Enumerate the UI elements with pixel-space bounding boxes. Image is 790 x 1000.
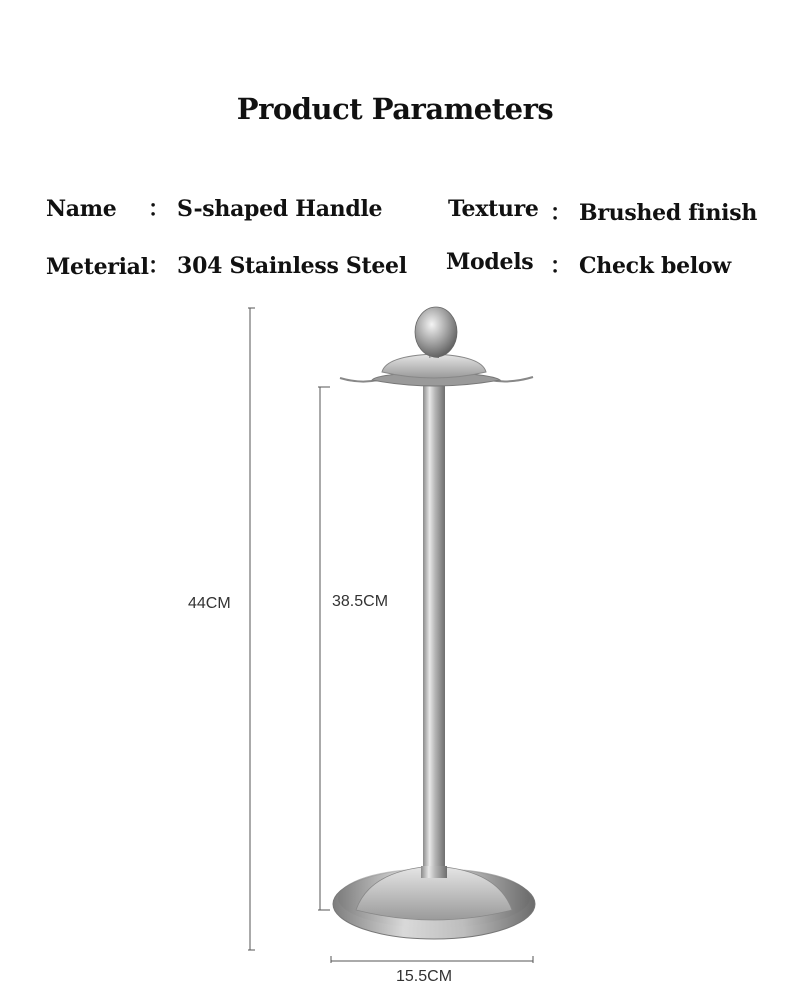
name-label: Name [46, 196, 117, 222]
page-title: Product Parameters [236, 92, 554, 126]
base-width-dimension-line [331, 956, 533, 963]
name-value: ： S-shaped Handle [148, 196, 383, 222]
stand-pole [423, 378, 445, 878]
total-height-label: 44CM [188, 595, 231, 612]
hook-tray [340, 354, 533, 386]
pole-height-dimension-line [318, 387, 330, 910]
top-knob [415, 307, 457, 358]
material-label: Meterial [46, 254, 149, 280]
texture-label: Texture [448, 196, 539, 222]
texture-value: ： Brushed finish [550, 200, 758, 226]
total-height-dimension-line [248, 308, 255, 950]
models-label: Models [446, 249, 534, 275]
material-value: ： 304 Stainless Steel [148, 253, 407, 279]
base-width-label: 15.5CM [396, 968, 453, 985]
pole-height-label: 38.5CM [332, 593, 389, 610]
models-value: ： Check below [550, 253, 731, 279]
